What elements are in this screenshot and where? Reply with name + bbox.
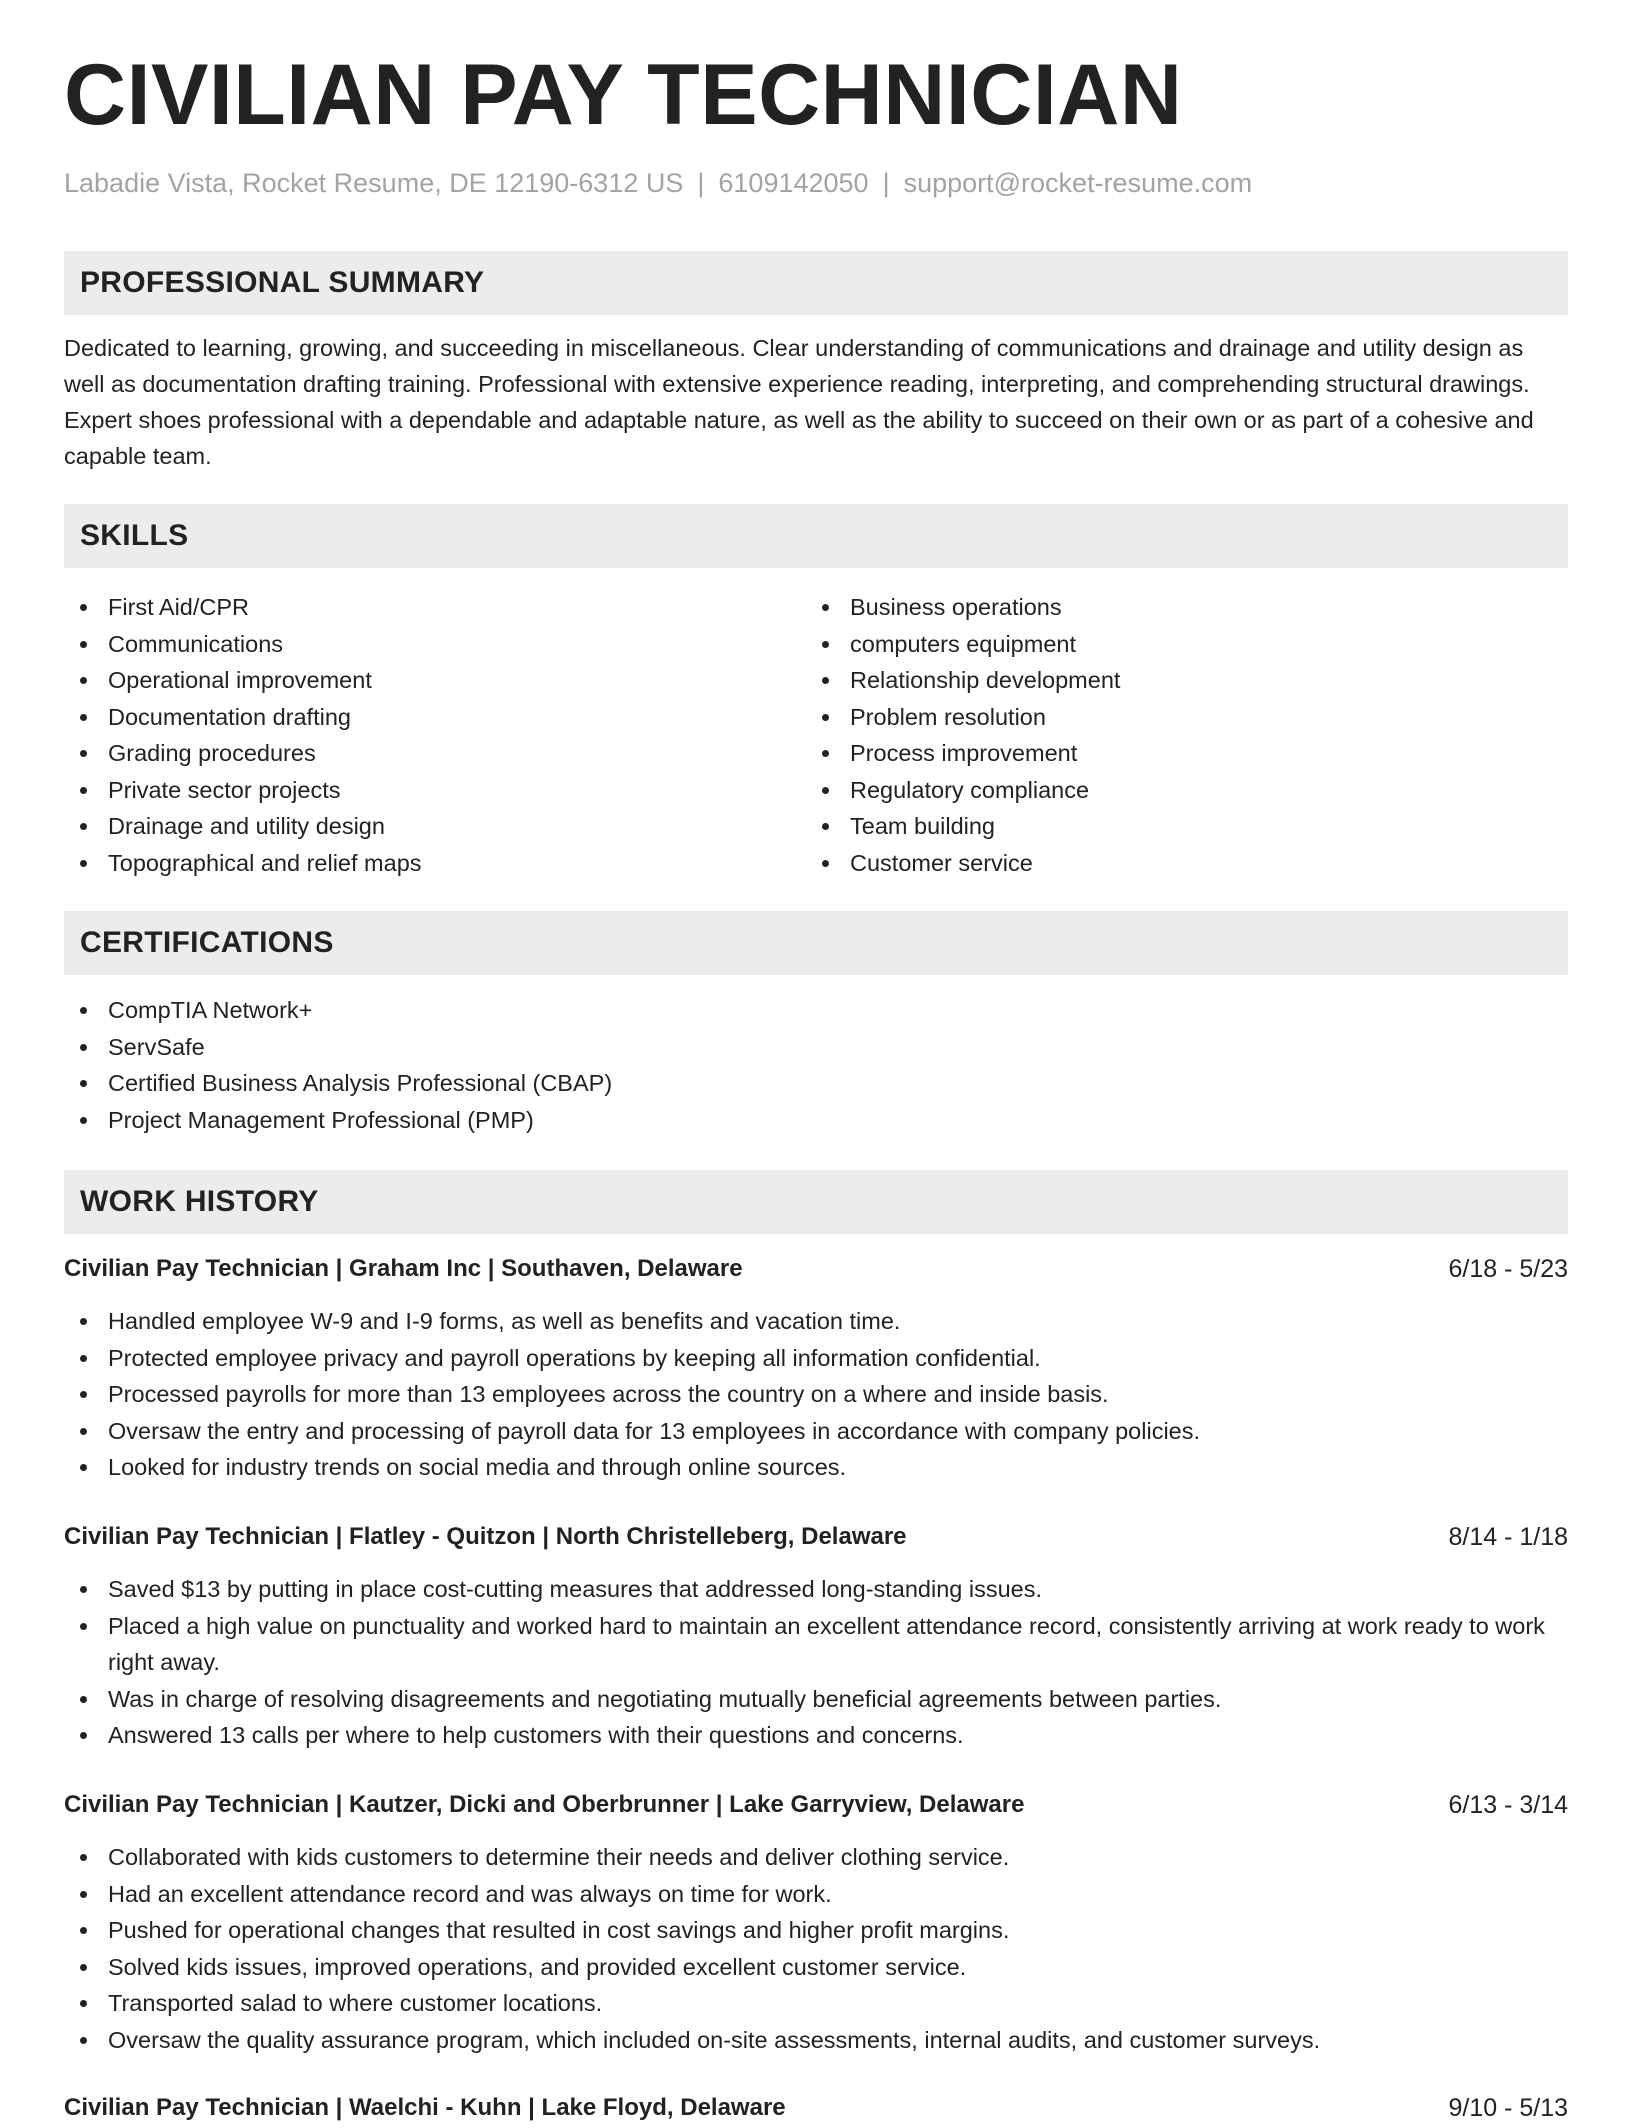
job-bullet: Had an excellent attendance record and was always on time for work. [64,1876,1568,1913]
summary-section-header [64,251,1568,315]
certification-item: Certified Business Analysis Professional (CBAP) [64,1065,1568,1102]
job-bullets [64,1839,1568,2058]
candidate-name: CIVILIAN PAY TECHNICIAN [64,47,1183,143]
contact-address: Labadie Vista, Rocket Resume, DE 12190-6312 US [64,168,684,198]
summary-text: Dedicated to learning, growing, and succeeding in miscellaneous. Clear understanding of communications and drainage and utility design as well as documentation drafting training. Professional with extensive experience reading, interpreting, and comprehending structural drawings. Expert shoes professional with a dependable and adaptable nature, as well as the ability to succeed on their own or as part of a cohesive and capable team. [64,335,1534,469]
job-heading [64,1785,1568,1825]
summary-section-title: PROFESSIONAL SUMMARY [80,266,485,299]
job-bullet: Processed payrolls for more than 13 employees across the country on a where and inside basis. [64,1376,1568,1413]
job-dates: 9/10 - 5/13 [1448,2094,1568,2122]
skills-section-header [64,504,1568,568]
job-heading [64,1249,1568,1289]
skill-item: Regulatory compliance [806,772,1546,809]
skill-item: Problem resolution [806,699,1546,736]
job-bullet: Collaborated with kids customers to determine their needs and deliver clothing service. [64,1839,1568,1876]
job-dates: 8/14 - 1/18 [1448,1523,1568,1551]
job-heading [64,1517,1568,1557]
skill-item: Customer service [806,845,1546,882]
certification-item: CompTIA Network+ [64,992,1568,1029]
skills-list-right [806,589,1546,881]
job-heading [64,2088,1568,2128]
certifications-section-header [64,911,1568,975]
job-bullets [64,1571,1568,1754]
job-bullet: Protected employee privacy and payroll operations by keeping all information confidential. [64,1340,1568,1377]
job-bullet: Pushed for operational changes that resulted in cost savings and higher profit margins. [64,1912,1568,1949]
certification-item: ServSafe [64,1029,1568,1066]
skills-list-left [64,589,804,881]
job-bullet: Solved kids issues, improved operations, and provided excellent customer service. [64,1949,1568,1986]
job-dates: 6/13 - 3/14 [1448,1791,1568,1819]
skill-item: Business operations [806,589,1546,626]
skill-item: Relationship development [806,662,1546,699]
job-bullets [64,1303,1568,1486]
work-history-section-header [64,1170,1568,1234]
job-bullet: Handled employee W-9 and I-9 forms, as well as benefits and vacation time. [64,1303,1568,1340]
skill-item: First Aid/CPR [64,589,804,626]
work-history-section-title: WORK HISTORY [80,1185,319,1218]
skill-item: Documentation drafting [64,699,804,736]
job-bullet: Looked for industry trends on social media and through online sources. [64,1449,1568,1486]
skill-item: Process improvement [806,735,1546,772]
contact-line [64,168,1252,199]
skill-item: Grading procedures [64,735,804,772]
contact-phone: 6109142050 [718,168,869,198]
certification-item: Project Management Professional (PMP) [64,1102,1568,1139]
job-bullet: Answered 13 calls per where to help customers with their questions and concerns. [64,1717,1568,1754]
job-bullet: Oversaw the entry and processing of payroll data for 13 employees in accordance with company policies. [64,1413,1568,1450]
certifications-section-title: CERTIFICATIONS [80,926,334,959]
job-bullet: Oversaw the quality assurance program, which included on-site assessments, internal audits, and customer surveys. [64,2022,1568,2059]
certifications-list [64,992,1568,1138]
skill-item: Operational improvement [64,662,804,699]
job-bullet: Placed a high value on punctuality and worked hard to maintain an excellent attendance record, consistently arriving at work ready to work right away. [64,1608,1568,1681]
skills-section-title: SKILLS [80,519,189,552]
job-bullet: Saved $13 by putting in place cost-cutting measures that addressed long-standing issues. [64,1571,1568,1608]
job-bullet: Was in charge of resolving disagreements and negotiating mutually beneficial agreements between parties. [64,1681,1568,1718]
skill-item: Private sector projects [64,772,804,809]
skill-item: Topographical and relief maps [64,845,804,882]
job-title: Civilian Pay Technician | Kautzer, Dicki and Oberbrunner | Lake Garryview, Delaware [64,1791,1025,1818]
job-title: Civilian Pay Technician | Graham Inc | Southaven, Delaware [64,1255,743,1282]
contact-email[interactable]: support@rocket-resume.com [903,168,1253,198]
skill-item: Communications [64,626,804,663]
skill-item: Drainage and utility design [64,808,804,845]
job-title: Civilian Pay Technician | Waelchi - Kuhn | Lake Floyd, Delaware [64,2094,786,2121]
job-title: Civilian Pay Technician | Flatley - Quitzon | North Christelleberg, Delaware [64,1523,907,1550]
skill-item: Team building [806,808,1546,845]
contact-separator: | [697,168,705,198]
skill-item: computers equipment [806,626,1546,663]
job-bullet: Transported salad to where customer locations. [64,1985,1568,2022]
job-dates: 6/18 - 5/23 [1448,1255,1568,1283]
contact-separator: | [882,168,890,198]
